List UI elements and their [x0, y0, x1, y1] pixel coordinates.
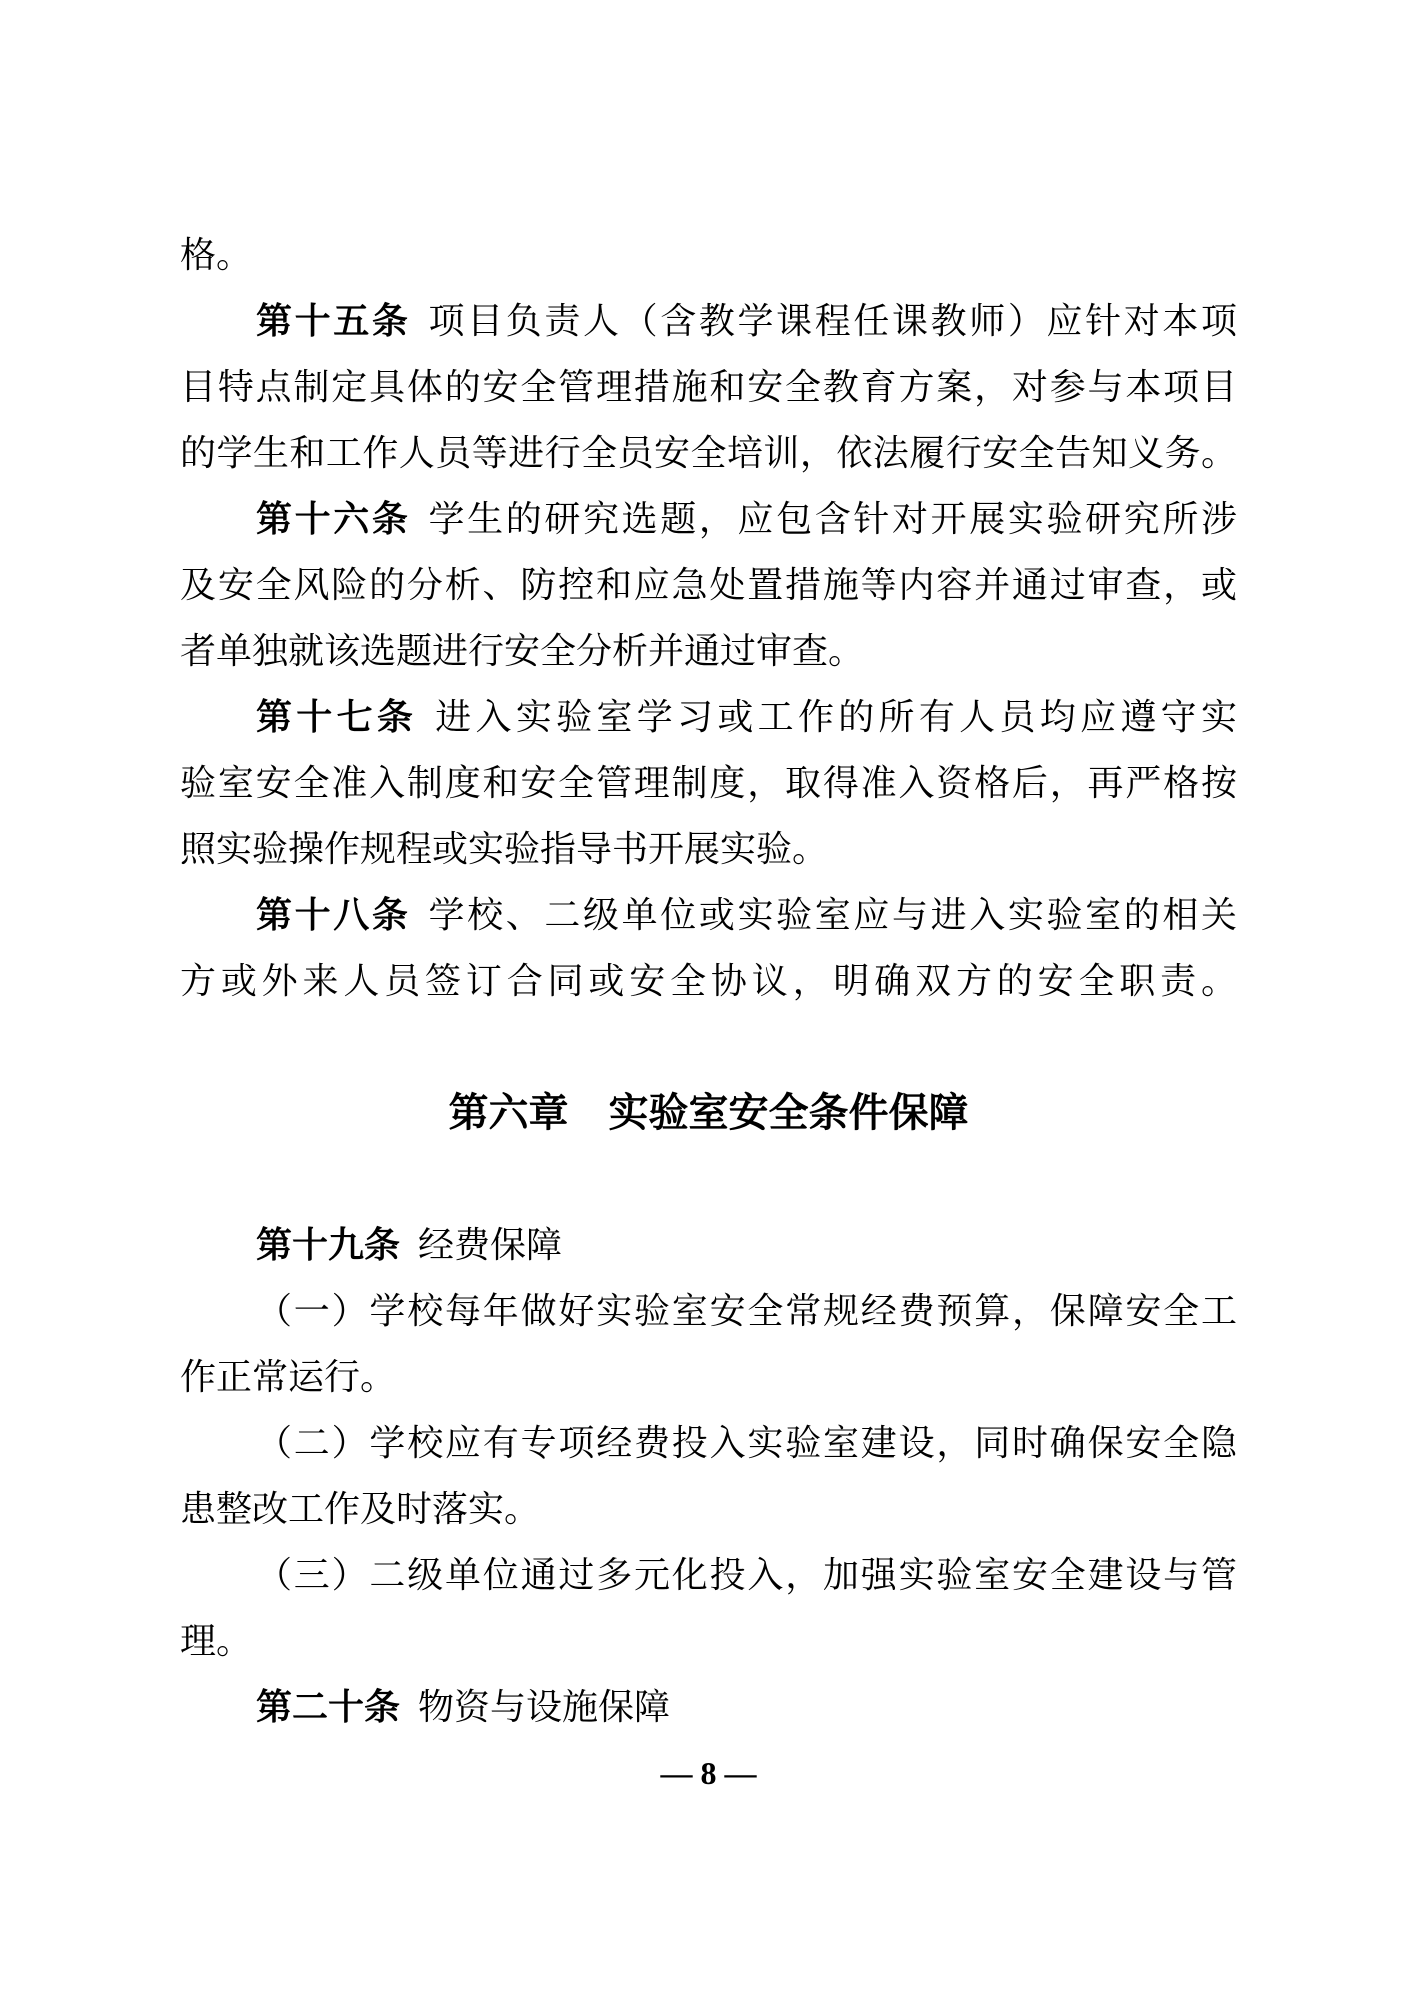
body-line	[180, 1278, 1237, 1344]
body-text: 及安全风险的分析、防控和应急处置措施等内容并通过审查，或	[180, 565, 1237, 605]
article-line	[180, 684, 1237, 750]
body-text: （二）学校应有专项经费投入实验室建设，同时确保安全隐	[256, 1423, 1237, 1463]
body-line	[180, 1476, 1237, 1542]
body-line	[180, 948, 1237, 1014]
body-line	[180, 1542, 1237, 1608]
article-leader: 第二十条	[256, 1687, 401, 1727]
body-text: 进入实验室学习或工作的所有人员均应遵守实	[435, 697, 1237, 737]
body-line	[180, 1608, 1237, 1674]
article-leader: 第十六条	[256, 499, 411, 539]
body-text: 学校、二级单位或实验室应与进入实验室的相关	[428, 895, 1237, 935]
article-leader: 第十八条	[256, 895, 411, 935]
chapter-heading	[180, 1080, 1237, 1146]
body-text: 学生的研究选题，应包含针对开展实验研究所涉	[428, 499, 1237, 539]
body-line	[180, 354, 1237, 420]
article-leader: 第十七条	[256, 697, 418, 737]
body-text: 作正常运行。	[180, 1357, 397, 1397]
body-line	[180, 750, 1237, 816]
body-text: 照实验操作规程或实验指导书开展实验。	[180, 829, 829, 869]
article-line	[180, 288, 1237, 354]
body-line	[180, 420, 1237, 486]
body-text: 经费保障	[418, 1225, 563, 1265]
article-leader: 第十五条	[256, 301, 411, 341]
article-line	[180, 486, 1237, 552]
body-text: （三）二级单位通过多元化投入，加强实验室安全建设与管	[256, 1555, 1237, 1595]
body-line	[180, 1410, 1237, 1476]
body-text: 验室安全准入制度和安全管理制度，取得准入资格后，再严格按	[180, 763, 1237, 803]
blank-line	[180, 1014, 1237, 1080]
body-text: 理。	[180, 1621, 253, 1661]
body-text: 者单独就该选题进行安全分析并通过审查。	[180, 631, 865, 671]
body-line	[180, 618, 1237, 684]
article-line	[180, 882, 1237, 948]
article-line	[180, 1212, 1237, 1278]
article-leader: 第十九条	[256, 1225, 401, 1265]
body-line	[180, 816, 1237, 882]
blank-line	[180, 1146, 1237, 1212]
body-text: 格。	[180, 235, 253, 275]
document-body	[180, 222, 1237, 1806]
body-line	[180, 552, 1237, 618]
body-text: 项目负责人（含教学课程任课教师）应针对本项	[428, 301, 1237, 341]
article-line	[180, 1674, 1237, 1740]
body-text: （一）学校每年做好实验室安全常规经费预算，保障安全工	[256, 1291, 1237, 1331]
body-text: 方或外来人员签订合同或安全协议，明确双方的安全职责。	[180, 961, 1237, 1001]
body-text: 的学生和工作人员等进行全员安全培训，依法履行安全告知义务。	[180, 433, 1237, 473]
chapter-heading-text: 第六章 实验室安全条件保障	[448, 1091, 969, 1135]
body-text: 物资与设施保障	[418, 1687, 671, 1727]
body-line	[180, 222, 1237, 288]
page-number-text: — 8 —	[660, 1755, 757, 1791]
body-line	[180, 1344, 1237, 1410]
body-text: 目特点制定具体的安全管理措施和安全教育方案，对参与本项目	[180, 367, 1237, 407]
body-text: 患整改工作及时落实。	[180, 1489, 541, 1529]
page-number	[180, 1740, 1237, 1806]
